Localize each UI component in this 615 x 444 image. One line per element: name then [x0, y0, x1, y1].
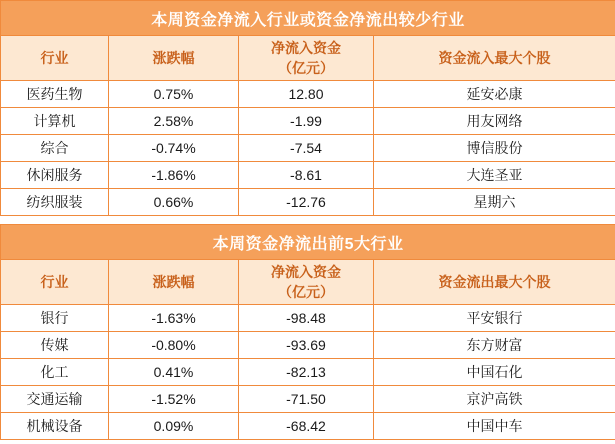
cell-change: -1.86%: [109, 162, 239, 189]
cell-industry: 计算机: [1, 108, 109, 135]
table-row: [1, 135, 615, 162]
table-row: [1, 359, 615, 386]
cell-change: 0.41%: [109, 359, 239, 386]
column-header-netflow: [239, 260, 374, 305]
cell-industry: 交通运输: [1, 386, 109, 413]
section-title: 本周资金净流入行业或资金净流出较少行业: [1, 1, 615, 36]
column-header-line1: 资金流入最大个股: [438, 50, 551, 66]
cell-change: 0.66%: [109, 189, 239, 216]
cell-stock: 东方财富: [374, 332, 615, 359]
column-header-line2: （亿元）: [278, 284, 334, 300]
cell-stock: 用友网络: [374, 108, 615, 135]
outflow-table: [0, 224, 615, 440]
column-header-line1: 涨跌幅: [152, 50, 195, 66]
cell-stock: 中国中车: [374, 413, 615, 440]
cell-netflow: -8.61: [239, 162, 374, 189]
cell-stock: 延安必康: [374, 81, 615, 108]
cell-change: -0.80%: [109, 332, 239, 359]
column-header-top-stock: [374, 36, 615, 81]
cell-netflow: -1.99: [239, 108, 374, 135]
column-header-industry: [1, 36, 109, 81]
column-header-line1: 行业: [40, 274, 69, 290]
section-divider: [0, 216, 615, 224]
table-row: [1, 162, 615, 189]
column-header-industry: [1, 260, 109, 305]
table-title-row: [1, 225, 615, 260]
cell-stock: 星期六: [374, 189, 615, 216]
column-header-top-stock: [374, 260, 615, 305]
inflow-table: [0, 0, 615, 216]
cell-netflow: -98.48: [239, 305, 374, 332]
table-row: [1, 413, 615, 440]
table-header-row: [1, 260, 615, 305]
column-header-change: [109, 260, 239, 305]
table-row: [1, 108, 615, 135]
column-header-line1: 净流入资金: [271, 40, 341, 56]
table-row: [1, 189, 615, 216]
cell-stock: 中国石化: [374, 359, 615, 386]
column-header-change: [109, 36, 239, 81]
cell-stock: 博信股份: [374, 135, 615, 162]
column-header-line1: 行业: [40, 50, 69, 66]
cell-netflow: 12.80: [239, 81, 374, 108]
section-inflow: [0, 0, 615, 216]
cell-netflow: -12.76: [239, 189, 374, 216]
cell-change: 0.75%: [109, 81, 239, 108]
cell-industry: 化工: [1, 359, 109, 386]
cell-change: -1.63%: [109, 305, 239, 332]
cell-industry: 纺织服装: [1, 189, 109, 216]
cell-stock: 大连圣亚: [374, 162, 615, 189]
cell-netflow: -71.50: [239, 386, 374, 413]
cell-change: 0.09%: [109, 413, 239, 440]
table-header-row: [1, 36, 615, 81]
cell-stock: 平安银行: [374, 305, 615, 332]
cell-netflow: -93.69: [239, 332, 374, 359]
column-header-line1: 资金流出最大个股: [438, 274, 551, 290]
cell-industry: 银行: [1, 305, 109, 332]
column-header-line1: 涨跌幅: [152, 274, 195, 290]
cell-stock: 京沪高铁: [374, 386, 615, 413]
table-row: [1, 386, 615, 413]
table-title-row: [1, 1, 615, 36]
cell-change: -1.52%: [109, 386, 239, 413]
section-title: 本周资金净流出前5大行业: [1, 225, 615, 260]
cell-netflow: -82.13: [239, 359, 374, 386]
section-outflow: [0, 224, 615, 440]
column-header-line1: 净流入资金: [271, 264, 341, 280]
column-header-line2: （亿元）: [278, 60, 334, 76]
cell-industry: 机械设备: [1, 413, 109, 440]
cell-industry: 医药生物: [1, 81, 109, 108]
cell-change: -0.74%: [109, 135, 239, 162]
table-row: [1, 81, 615, 108]
column-header-netflow: [239, 36, 374, 81]
cell-industry: 传媒: [1, 332, 109, 359]
cell-netflow: -7.54: [239, 135, 374, 162]
cell-netflow: -68.42: [239, 413, 374, 440]
cell-change: 2.58%: [109, 108, 239, 135]
cell-industry: 休闲服务: [1, 162, 109, 189]
table-row: [1, 332, 615, 359]
table-row: [1, 305, 615, 332]
cell-industry: 综合: [1, 135, 109, 162]
